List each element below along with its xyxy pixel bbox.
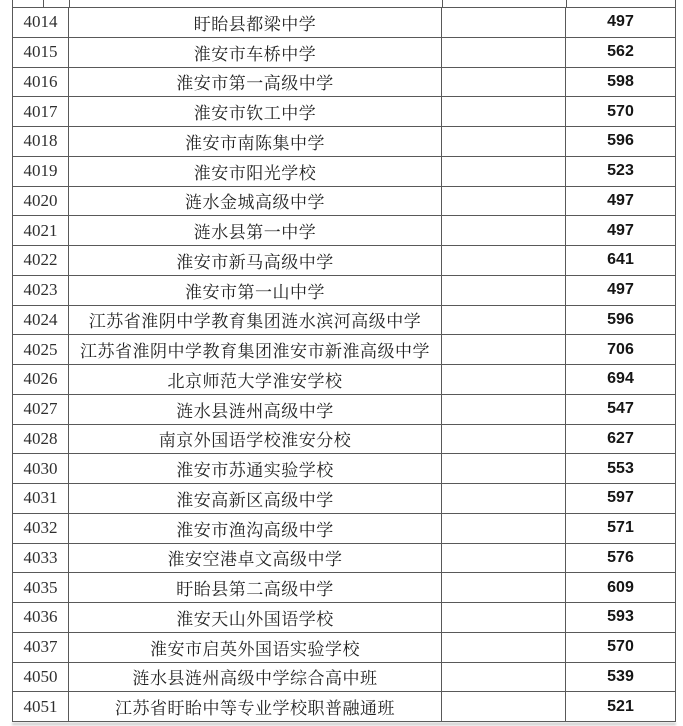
school-code-cell: 4031	[13, 484, 69, 513]
score-cell: 571	[607, 519, 634, 537]
blank-cell	[442, 603, 566, 632]
school-name-cell: 淮安市钦工中学	[69, 97, 442, 126]
blank-cell	[442, 425, 566, 454]
school-name-cell: 淮安空港卓文高级中学	[69, 544, 442, 573]
score-cell: 596	[607, 310, 634, 328]
blank-cell	[442, 187, 566, 216]
blank-cell	[442, 38, 566, 67]
table-row	[13, 454, 675, 484]
blank-cell	[442, 663, 566, 692]
school-name-cell: 淮安高新区高级中学	[69, 484, 442, 513]
column-divider-line	[566, 0, 567, 8]
school-name-cell: 南京外国语学校淮安分校	[69, 425, 442, 454]
table-row	[13, 8, 675, 38]
table-row	[13, 97, 675, 127]
blank-cell	[442, 276, 566, 305]
school-code-cell: 4022	[13, 246, 69, 275]
table-row	[13, 216, 675, 246]
school-code-cell: 4051	[13, 692, 69, 721]
table-row	[13, 38, 675, 68]
table-row	[13, 603, 675, 633]
table-row	[13, 514, 675, 544]
score-cell: 497	[607, 13, 634, 31]
school-name-cell: 淮安天山外国语学校	[69, 603, 442, 632]
blank-cell	[442, 544, 566, 573]
score-cell: 576	[607, 548, 634, 566]
school-name-cell: 江苏省盱眙中等专业学校职普融通班	[69, 692, 442, 721]
blank-cell	[442, 454, 566, 483]
score-cell: 641	[607, 251, 634, 269]
blank-cell	[442, 216, 566, 245]
score-cell: 627	[607, 429, 634, 447]
blank-cell	[442, 484, 566, 513]
score-cell: 562	[607, 43, 634, 61]
table-row	[13, 246, 675, 276]
table-row	[13, 127, 675, 157]
school-code-cell: 4021	[13, 216, 69, 245]
column-divider-line	[442, 0, 443, 8]
column-divider-line	[43, 0, 44, 8]
table-row	[13, 157, 675, 187]
school-code-cell: 4032	[13, 514, 69, 543]
score-cell: 497	[607, 221, 634, 239]
school-name-cell: 涟水金城高级中学	[69, 187, 442, 216]
school-code-cell: 4018	[13, 127, 69, 156]
school-name-cell: 江苏省淮阴中学教育集团淮安市新淮高级中学	[69, 335, 442, 364]
school-code-cell: 4035	[13, 573, 69, 602]
school-name-cell: 淮安市渔沟高级中学	[69, 514, 442, 543]
table-row	[13, 633, 675, 663]
score-cell: 523	[607, 162, 634, 180]
score-cell: 598	[607, 72, 634, 90]
blank-cell	[442, 306, 566, 335]
school-code-cell: 4015	[13, 38, 69, 67]
table-row	[13, 573, 675, 603]
score-cell: 553	[607, 459, 634, 477]
table-row	[13, 335, 675, 365]
blank-cell	[442, 573, 566, 602]
school-code-cell: 4036	[13, 603, 69, 632]
school-code-cell: 4027	[13, 395, 69, 424]
school-name-cell: 淮安市新马高级中学	[69, 246, 442, 275]
school-name-cell: 淮安市第一高级中学	[69, 68, 442, 97]
school-code-cell: 4020	[13, 187, 69, 216]
school-code-cell: 4017	[13, 97, 69, 126]
school-name-cell: 淮安市阳光学校	[69, 157, 442, 186]
score-cell: 597	[607, 489, 634, 507]
table-row	[13, 276, 675, 306]
school-code-cell: 4023	[13, 276, 69, 305]
blank-cell	[442, 365, 566, 394]
blank-cell	[442, 514, 566, 543]
school-name-cell: 盱眙县都梁中学	[69, 8, 442, 37]
score-table-body	[13, 8, 675, 722]
table-row	[13, 68, 675, 98]
blank-cell	[442, 692, 566, 721]
school-name-cell: 淮安市车桥中学	[69, 38, 442, 67]
table-row	[13, 395, 675, 425]
school-code-cell: 4024	[13, 306, 69, 335]
blank-cell	[442, 8, 566, 37]
score-cell: 521	[607, 697, 634, 715]
school-name-cell: 涟水县涟州高级中学综合高中班	[69, 663, 442, 692]
score-cell: 694	[607, 370, 634, 388]
school-code-cell: 4025	[13, 335, 69, 364]
blank-cell	[442, 395, 566, 424]
blank-cell	[442, 68, 566, 97]
table-row	[13, 663, 675, 693]
table-row	[13, 692, 675, 722]
blank-cell	[442, 157, 566, 186]
school-code-cell: 4037	[13, 633, 69, 662]
score-cell: 547	[607, 400, 634, 418]
score-cell: 593	[607, 608, 634, 626]
blank-cell	[442, 97, 566, 126]
table-row	[13, 187, 675, 217]
school-code-cell: 4016	[13, 68, 69, 97]
school-name-cell: 盱眙县第二高级中学	[69, 573, 442, 602]
score-cell: 706	[607, 340, 634, 358]
score-cell: 570	[607, 638, 634, 656]
table-row	[13, 365, 675, 395]
school-name-cell: 淮安市启英外国语实验学校	[69, 633, 442, 662]
column-divider-line	[69, 0, 70, 8]
school-code-cell: 4050	[13, 663, 69, 692]
school-name-cell: 涟水县涟州高级中学	[69, 395, 442, 424]
school-name-cell: 北京师范大学淮安学校	[69, 365, 442, 394]
school-name-cell: 淮安市南陈集中学	[69, 127, 442, 156]
score-cell: 596	[607, 132, 634, 150]
blank-cell	[442, 246, 566, 275]
page-bottom-border-artifact	[12, 723, 676, 725]
blank-cell	[442, 633, 566, 662]
score-cell: 497	[607, 191, 634, 209]
score-cell: 609	[607, 578, 634, 596]
table-partial-row-top	[13, 0, 675, 8]
school-code-cell: 4014	[13, 8, 69, 37]
blank-cell	[442, 335, 566, 364]
school-code-cell: 4033	[13, 544, 69, 573]
school-name-cell: 淮安市第一山中学	[69, 276, 442, 305]
blank-cell	[442, 127, 566, 156]
score-table	[12, 0, 676, 722]
school-code-cell: 4026	[13, 365, 69, 394]
school-code-cell: 4019	[13, 157, 69, 186]
table-row	[13, 544, 675, 574]
school-name-cell: 江苏省淮阴中学教育集团涟水滨河高级中学	[69, 306, 442, 335]
school-code-cell: 4028	[13, 425, 69, 454]
school-name-cell: 涟水县第一中学	[69, 216, 442, 245]
table-row	[13, 306, 675, 336]
school-name-cell: 淮安市苏通实验学校	[69, 454, 442, 483]
score-cell: 570	[607, 102, 634, 120]
table-row	[13, 484, 675, 514]
school-code-cell: 4030	[13, 454, 69, 483]
score-cell: 539	[607, 667, 634, 685]
table-row	[13, 425, 675, 455]
score-cell: 497	[607, 281, 634, 299]
